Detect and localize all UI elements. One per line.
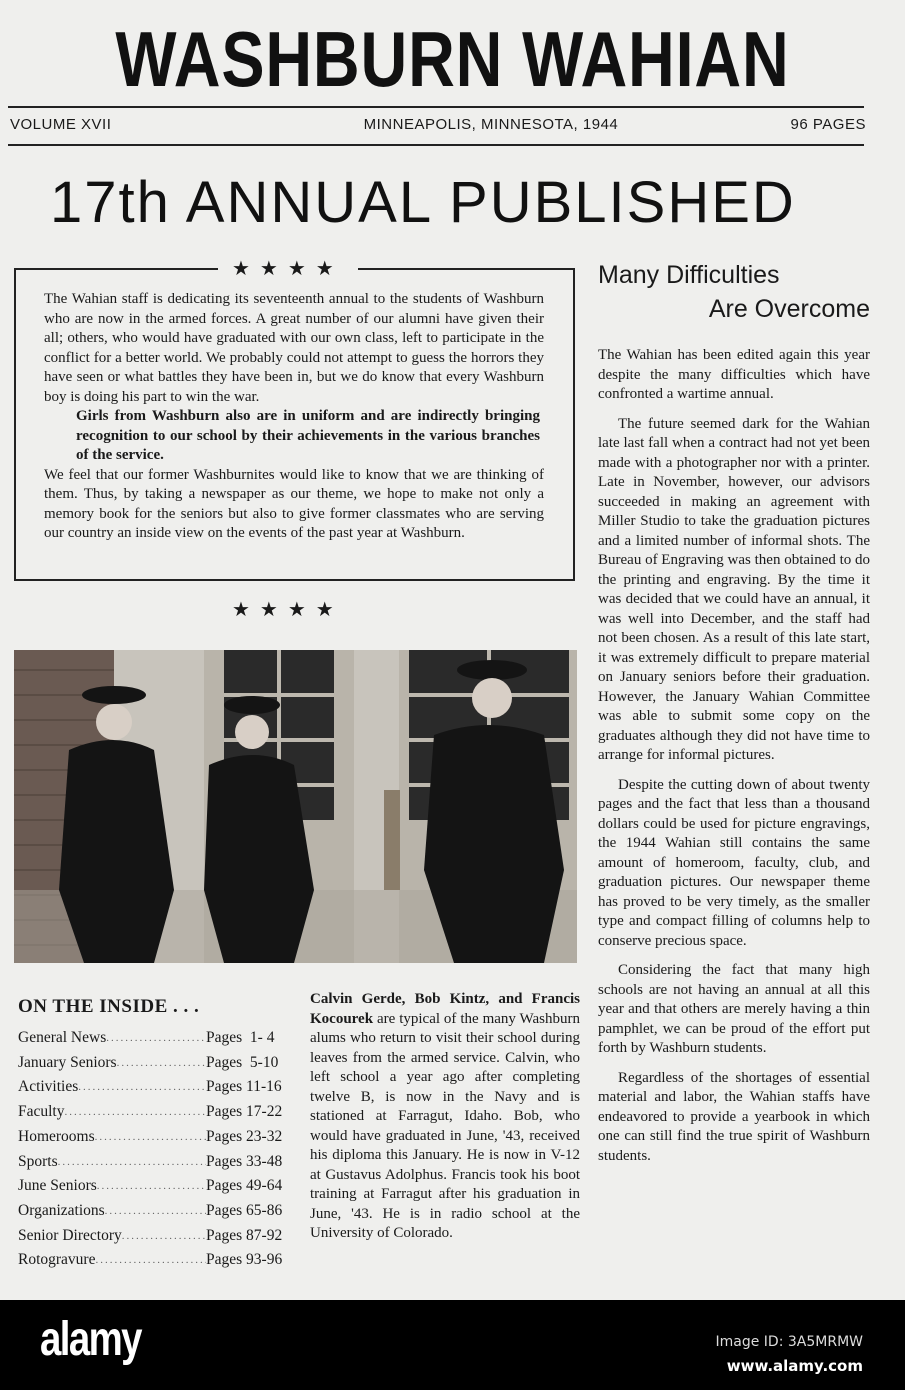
toc-row: [18, 1224, 290, 1249]
toc-row: [18, 1075, 290, 1100]
toc-row: [18, 1051, 290, 1076]
toc-section: Homerooms: [18, 1127, 95, 1145]
toc-leader-dots: [117, 1051, 206, 1076]
toc-pages: Pages 65-86: [206, 1201, 283, 1219]
toc-leader-dots: [106, 1026, 206, 1051]
stars-bottom: ★★★★: [218, 597, 358, 621]
toc-leader-dots: [95, 1248, 206, 1273]
toc-leader-dots: [58, 1150, 206, 1175]
toc-leader-dots: [122, 1224, 206, 1249]
toc-leader-dots: [97, 1174, 206, 1199]
alamy-logo: alamy: [40, 1313, 141, 1366]
toc-section: Sports: [18, 1152, 58, 1170]
dedication-p2: Girls from Washburn also are in uniform and are indirectly bringing recognition to our school by their achievements in the various branches of the service.: [76, 408, 540, 463]
toc-leader-dots: [105, 1199, 206, 1224]
toc-section: Faculty: [18, 1103, 65, 1121]
toc-row: [18, 1174, 290, 1199]
toc-leader-dots: [95, 1125, 206, 1150]
toc-pages: Pages 87-92: [206, 1226, 283, 1244]
toc-leader-dots: [78, 1075, 206, 1100]
article-p5: Regardless of the shortages of essential material and labor, the Wahian staffs have endeavored to provide a yearbook in which one can still find the true spirit of Washburn students.: [598, 1069, 870, 1164]
toc-section: January Seniors: [18, 1053, 117, 1071]
toc-title: ON THE INSIDE . . .: [18, 996, 200, 1017]
article-p1: The Wahian has been edited again this year despite the many difficulties which have confronted a wartime annual.: [598, 347, 870, 402]
page-count: 96 PAGES: [790, 116, 866, 133]
rule-top: [8, 106, 864, 108]
masthead: WASHBURN WAHIAN: [115, 15, 790, 103]
stars-top: ★★★★: [218, 256, 358, 280]
caption-names: Calvin Gerde, Bob Kintz, and Francis Kocourek: [310, 991, 580, 1027]
article-p4: Considering the fact that many high schools are not having an annual at all this year and that others are merely having a thin pamphlet, we can be proud of the effort put forth by Washburn students.: [598, 962, 870, 1056]
toc-section: Organizations: [18, 1201, 105, 1219]
toc-row: [18, 1150, 290, 1175]
toc-row: [18, 1248, 290, 1273]
toc-section: Activities: [18, 1078, 79, 1096]
toc-pages: Pages 23-32: [206, 1127, 283, 1145]
headline: 17th ANNUAL PUBLISHED: [50, 170, 796, 235]
sailors-photo: [14, 650, 577, 963]
toc-pages: Pages 5-10: [206, 1053, 279, 1071]
toc-pages: Pages 93-96: [206, 1251, 283, 1269]
table-of-contents: [18, 996, 290, 1273]
article-title-1: Many Difficulties: [598, 261, 780, 289]
article-p3: Despite the cutting down of about twenty pages and the fact that less than a thousand dollars could be used for picture engravings, the 1944 Wahian still contains the same amount of homeroom, faculty, club, and graduation pictures. Our newspaper theme has proved to be very timely, as the smaller type and compact filling of columns help to conserve precious space.: [598, 776, 870, 949]
toc-pages: Pages 11-16: [206, 1078, 282, 1096]
toc-row: [18, 1026, 290, 1051]
toc-section: General News: [18, 1029, 107, 1046]
article-column: [598, 258, 870, 1176]
volume-line: [10, 116, 866, 133]
dedication-p1: The Wahian staff is dedicating its seventeenth annual to the students of Washburn who are now in the armed forces. A great number of our alumni have given their all; others, who would have graduated with our own class, left to participate in the conflict for a better world. We probably could not attempt to guess the horrors they have seen or what battles they have been in, but we do know that every Washburn boy is doing his part to win the war.: [44, 291, 544, 405]
toc-section: Senior Directory: [18, 1226, 122, 1244]
toc-row: [18, 1125, 290, 1150]
toc-pages: Pages 49-64: [206, 1177, 283, 1195]
caption-text: are typical of the many Washburn alums who return to visit their school during leaves from the armed service. Calvin, who left school a year ago after completing twelve B, is now in the Navy and is stationed at Farragut, Idaho. Bob, who would have graduated in June, '43, received his diploma this January. He is now in V-12 at Gustavus Adolphus. Francis took his boot training at Farragut after his graduation in June, '43. He is in radio school at the University of Colorado.: [310, 1010, 580, 1241]
image-id: Image ID: 3A5MRMW: [715, 1334, 863, 1350]
rule-bottom: [8, 144, 864, 146]
toc-leader-dots: [65, 1100, 207, 1125]
toc-pages: Pages 17-22: [206, 1103, 283, 1121]
toc-pages: Pages 33-48: [206, 1152, 283, 1170]
toc-section: June Seniors: [18, 1177, 97, 1195]
dedication-p3: We feel that our former Washburnites would like to know that we are thinking of them. Thus, by taking a newspaper as our theme, we hope to make not only a memory book for the seniors but also to give former classmates who are serving our country an inside view on the events of the past year at Washburn.: [44, 466, 544, 541]
photo-caption: [310, 990, 580, 1244]
article-title-2: Are Overcome: [708, 295, 870, 323]
location-date: MINNEAPOLIS, MINNESOTA, 1944: [363, 116, 619, 133]
toc-section: Rotogravure: [18, 1251, 96, 1269]
toc-pages: Pages 1- 4: [206, 1029, 275, 1046]
article-p2: The future seemed dark for the Wahian late last fall when a contract had not yet been made with a photographer nor with a printer. Late in November, however, our advisors succeeded in making an agreement with Miller Studio to take the graduation pictures and a limited number of informal shots. The Bureau of Engraving was then obtained to do the printing and engraving. By the time it was decided that we could have an annual, it was well into December, and the staff had not been chosen. As a result of this late start, it was extremely difficult to prepare material on January seniors before their graduation. However, the January Wahian Committee was able to submit some copy on the graduates although they did not have time to arrange for informal pictures.: [598, 415, 871, 763]
dedication-text: [44, 290, 544, 544]
volume: VOLUME XVII: [10, 116, 112, 133]
toc-row: [18, 1199, 290, 1224]
photo-illustration: [14, 650, 577, 963]
image-id-block: [716, 1330, 864, 1378]
alamy-url: www.alamy.com: [726, 1357, 863, 1375]
toc-row: [18, 1100, 290, 1125]
